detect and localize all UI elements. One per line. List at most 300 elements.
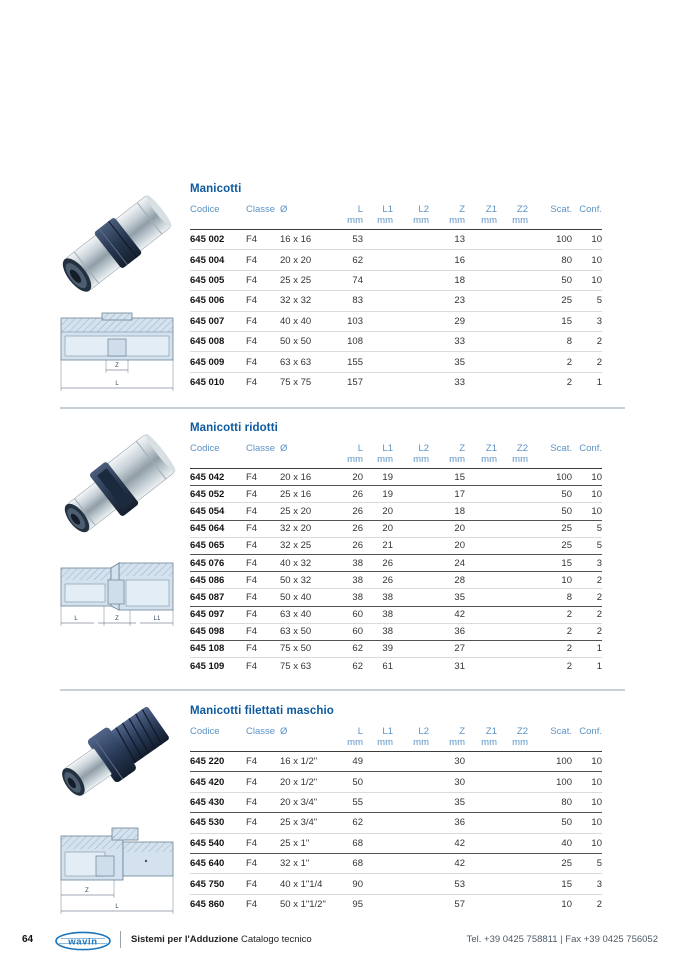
data-cell: [363, 291, 393, 311]
data-cell: [393, 291, 429, 311]
data-cell: [497, 658, 528, 675]
data-cell: 95: [326, 894, 363, 914]
data-cell: 40 x 32: [280, 554, 326, 571]
codice-cell: 645 640: [190, 853, 246, 873]
column-header: Z2 mm: [497, 443, 528, 469]
column-header: Conf.: [572, 726, 602, 752]
data-cell: 63 x 63: [280, 352, 326, 372]
table-row: [190, 503, 602, 520]
data-cell: [363, 352, 393, 372]
column-header: L2 mm: [393, 204, 429, 230]
data-cell: 53: [352, 234, 363, 246]
codice-cell: 645 064: [190, 520, 246, 537]
data-cell: 16: [429, 250, 465, 270]
codice-cell: 645 076: [190, 554, 246, 571]
data-cell: [363, 833, 393, 853]
column-header: Z1 mm: [465, 204, 497, 230]
data-cell: F4: [246, 234, 258, 246]
data-cell: 26: [363, 572, 393, 589]
column-header: L mm: [326, 204, 363, 230]
data-cell: [465, 658, 497, 675]
data-cell: 32 x 1": [280, 853, 326, 873]
data-cell: [497, 874, 528, 894]
svg-text:L: L: [115, 904, 119, 910]
contact-info: Tel. +39 0425 758811 | Fax +39 0425 756052: [466, 934, 658, 945]
data-cell: 68: [326, 833, 363, 853]
spec-table: [190, 204, 602, 392]
data-cell: 19: [382, 471, 393, 483]
column-header: Scat.: [528, 443, 572, 469]
data-cell: [393, 772, 429, 792]
data-cell: [465, 230, 497, 250]
column-header: Z2 mm: [497, 204, 528, 230]
data-cell: 19: [363, 486, 393, 503]
data-cell: [497, 554, 528, 571]
data-cell: 2: [572, 606, 602, 623]
data-cell: [393, 352, 429, 372]
column-header: L1 mm: [363, 726, 393, 752]
data-cell: 21: [363, 537, 393, 554]
data-cell: F4: [246, 606, 280, 623]
data-cell: [497, 352, 528, 372]
codice-cell: 645 430: [190, 792, 246, 812]
column-header: L1 mm: [363, 443, 393, 469]
column-header: Classe: [246, 726, 280, 752]
data-cell: 2: [572, 352, 602, 372]
data-cell: F4: [246, 658, 280, 675]
data-cell: [465, 372, 497, 392]
svg-text:Z: Z: [115, 363, 119, 369]
data-cell: 38: [363, 623, 393, 640]
data-cell: 60: [326, 606, 363, 623]
reduced-coupling-technical-drawing: [56, 554, 178, 640]
data-cell: 80: [528, 250, 572, 270]
svg-text:Z: Z: [85, 888, 89, 894]
column-header: Scat.: [528, 726, 572, 752]
data-cell: 74: [326, 270, 363, 290]
data-cell: [465, 752, 497, 772]
table-row: [190, 813, 602, 833]
data-cell: 50: [528, 486, 572, 503]
data-cell: [393, 250, 429, 270]
data-cell: 20 x 16: [280, 471, 312, 483]
wavin-logo: [54, 931, 112, 951]
data-cell: 42: [429, 606, 465, 623]
data-cell: 108: [326, 331, 363, 351]
data-cell: [465, 250, 497, 270]
data-cell: 10: [591, 234, 602, 246]
data-cell: 26: [326, 520, 363, 537]
data-cell: [497, 503, 528, 520]
codice-cell: 645 065: [190, 537, 246, 554]
data-cell: 20: [429, 537, 465, 554]
data-cell: [497, 606, 528, 623]
data-cell: 5: [572, 537, 602, 554]
data-cell: 50: [528, 270, 572, 290]
data-cell: [497, 792, 528, 812]
data-cell: 62: [326, 250, 363, 270]
data-cell: 10: [572, 270, 602, 290]
codice-cell: 645 108: [190, 640, 246, 657]
data-cell: 27: [429, 640, 465, 657]
data-cell: [497, 772, 528, 792]
column-header: Conf.: [572, 443, 602, 469]
column-header: Z2 mm: [497, 726, 528, 752]
data-cell: F4: [246, 874, 280, 894]
data-cell: 20: [352, 471, 363, 483]
data-cell: [497, 813, 528, 833]
column-header: Scat.: [528, 204, 572, 230]
data-cell: [393, 658, 429, 675]
data-cell: 39: [363, 640, 393, 657]
codice-cell: 645 005: [190, 270, 246, 290]
data-cell: F4: [246, 623, 280, 640]
header-row: [190, 726, 602, 752]
catalog-series: Sistemi per l'Adduzione: [131, 934, 239, 945]
table-row: [190, 469, 602, 486]
table-row: [190, 572, 602, 589]
data-cell: 2: [572, 589, 602, 606]
section-title: Manicotti filettati maschio: [190, 705, 334, 717]
data-cell: 40: [528, 833, 572, 853]
data-cell: 15: [528, 874, 572, 894]
catalog-subtitle: Catalogo tecnico: [240, 934, 312, 945]
data-cell: [497, 537, 528, 554]
codice-cell: 645 052: [190, 486, 246, 503]
product-image-column: [56, 422, 186, 640]
data-cell: 40 x 1"1/4: [280, 874, 326, 894]
data-cell: [497, 623, 528, 640]
data-cell: 50: [528, 503, 572, 520]
codice-cell: 645 006: [190, 291, 246, 311]
codice-cell: 645 220: [190, 756, 225, 768]
data-cell: 1: [572, 640, 602, 657]
data-cell: 63 x 50: [280, 623, 326, 640]
data-cell: 10: [572, 250, 602, 270]
data-cell: 62: [326, 658, 363, 675]
table-row: [190, 372, 602, 392]
table-row: [190, 894, 602, 914]
data-cell: 20 x 3/4": [280, 792, 326, 812]
data-cell: [497, 230, 528, 250]
data-cell: [497, 572, 528, 589]
data-cell: 100: [556, 234, 572, 246]
data-cell: 26: [326, 503, 363, 520]
data-cell: 10: [572, 833, 602, 853]
data-cell: 2: [572, 894, 602, 914]
svg-text:L: L: [115, 381, 119, 387]
data-cell: F4: [246, 589, 280, 606]
data-cell: 1: [572, 372, 602, 392]
data-cell: 90: [326, 874, 363, 894]
data-cell: [465, 270, 497, 290]
codice-cell: 645 420: [190, 772, 246, 792]
column-header: Z1 mm: [465, 726, 497, 752]
data-cell: 20: [363, 520, 393, 537]
table-row: [190, 554, 602, 571]
codice-cell: 645 010: [190, 372, 246, 392]
data-cell: [465, 486, 497, 503]
data-cell: 2: [528, 623, 572, 640]
codice-cell: 645 008: [190, 331, 246, 351]
data-cell: F4: [246, 291, 280, 311]
data-cell: [497, 833, 528, 853]
data-cell: 40 x 40: [280, 311, 326, 331]
data-cell: [393, 752, 429, 772]
codice-cell: 645 087: [190, 589, 246, 606]
codice-cell: 645 530: [190, 813, 246, 833]
spec-table: [190, 726, 602, 914]
data-cell: [393, 853, 429, 873]
data-cell: [465, 503, 497, 520]
data-cell: 20: [429, 520, 465, 537]
data-cell: F4: [246, 756, 258, 768]
data-cell: [497, 752, 528, 772]
data-cell: 35: [429, 352, 465, 372]
codice-cell: 645 042: [190, 471, 225, 483]
data-cell: 103: [326, 311, 363, 331]
data-cell: F4: [246, 331, 280, 351]
table-row: [190, 658, 602, 675]
data-cell: 26: [326, 537, 363, 554]
data-cell: 2: [528, 372, 572, 392]
data-cell: [465, 833, 497, 853]
data-cell: F4: [246, 572, 280, 589]
data-cell: F4: [246, 471, 258, 483]
data-cell: F4: [246, 520, 280, 537]
data-cell: 50 x 1"1/2": [280, 894, 326, 914]
data-cell: [465, 537, 497, 554]
table-row: [190, 640, 602, 657]
data-cell: 100: [556, 471, 572, 483]
table-row: [190, 270, 602, 290]
data-cell: 55: [326, 792, 363, 812]
data-cell: 10: [572, 486, 602, 503]
coupling-photo: [56, 189, 178, 301]
data-cell: [393, 520, 429, 537]
data-cell: F4: [246, 537, 280, 554]
data-cell: [465, 640, 497, 657]
data-cell: [363, 230, 393, 250]
data-cell: 50 x 40: [280, 589, 326, 606]
data-cell: 18: [429, 503, 465, 520]
data-cell: 5: [572, 291, 602, 311]
data-cell: F4: [246, 833, 280, 853]
table-row: [190, 352, 602, 372]
data-cell: [465, 792, 497, 812]
data-cell: 25: [528, 853, 572, 873]
codice-cell: 645 002: [190, 234, 225, 246]
column-header: Classe: [246, 204, 280, 230]
data-cell: 8: [528, 331, 572, 351]
data-cell: 75 x 50: [280, 640, 326, 657]
table-row: [190, 230, 602, 250]
data-cell: 15: [454, 471, 465, 483]
column-header: L2 mm: [393, 443, 429, 469]
codice-cell: 645 098: [190, 623, 246, 640]
data-cell: [465, 772, 497, 792]
data-cell: [363, 270, 393, 290]
codice-cell: 645 097: [190, 606, 246, 623]
column-header: Codice: [190, 443, 246, 469]
table-row: [190, 520, 602, 537]
data-cell: [393, 572, 429, 589]
data-cell: 75 x 75: [280, 372, 326, 392]
data-cell: 30: [454, 756, 465, 768]
data-cell: 60: [326, 623, 363, 640]
data-cell: 33: [429, 372, 465, 392]
codice-cell: 645 054: [190, 503, 246, 520]
table-row: [190, 833, 602, 853]
data-cell: 2: [528, 606, 572, 623]
data-cell: 5: [572, 520, 602, 537]
data-cell: [393, 469, 429, 486]
data-cell: [363, 874, 393, 894]
data-cell: [393, 554, 429, 571]
data-cell: 25: [528, 291, 572, 311]
header-row: [190, 204, 602, 230]
product-image-column: [56, 705, 186, 920]
data-cell: [497, 291, 528, 311]
data-cell: [393, 503, 429, 520]
data-cell: 16 x 1/2": [280, 756, 318, 768]
data-cell: [363, 311, 393, 331]
data-cell: 2: [528, 658, 572, 675]
data-cell: 3: [572, 874, 602, 894]
data-cell: 62: [326, 813, 363, 833]
data-cell: F4: [246, 853, 280, 873]
data-cell: 80: [528, 792, 572, 812]
data-cell: 32 x 25: [280, 537, 326, 554]
data-cell: F4: [246, 250, 280, 270]
data-cell: F4: [246, 311, 280, 331]
catalog-title: [131, 934, 312, 945]
data-cell: [497, 270, 528, 290]
data-cell: [465, 874, 497, 894]
data-cell: [497, 311, 528, 331]
data-cell: [465, 813, 497, 833]
data-cell: 35: [429, 589, 465, 606]
svg-text:Z: Z: [115, 616, 119, 622]
data-cell: 20 x 20: [280, 250, 326, 270]
table-row: [190, 623, 602, 640]
data-cell: 32 x 32: [280, 291, 326, 311]
data-cell: 10: [591, 471, 602, 483]
data-cell: [497, 486, 528, 503]
column-header: Z mm: [429, 443, 465, 469]
data-cell: 8: [528, 589, 572, 606]
column-header: L mm: [326, 726, 363, 752]
data-cell: F4: [246, 270, 280, 290]
data-cell: 2: [572, 623, 602, 640]
data-cell: 63 x 40: [280, 606, 326, 623]
table-row: [190, 874, 602, 894]
data-cell: 3: [572, 554, 602, 571]
data-cell: [497, 853, 528, 873]
data-cell: [363, 250, 393, 270]
data-cell: [393, 813, 429, 833]
data-cell: 10: [572, 772, 602, 792]
data-cell: [497, 372, 528, 392]
data-cell: [393, 623, 429, 640]
table-row: [190, 772, 602, 792]
section-title: Manicotti: [190, 183, 242, 195]
svg-text:L1: L1: [153, 616, 161, 622]
column-header: Ø: [280, 204, 326, 230]
data-cell: 24: [429, 554, 465, 571]
data-cell: 25 x 16: [280, 486, 326, 503]
column-header: Codice: [190, 726, 246, 752]
data-cell: 50: [528, 813, 572, 833]
data-cell: [363, 372, 393, 392]
data-cell: 42: [429, 853, 465, 873]
data-cell: [393, 606, 429, 623]
threaded-coupling-photo: [56, 706, 178, 798]
column-header: L1 mm: [363, 204, 393, 230]
data-cell: 25: [528, 537, 572, 554]
data-cell: 157: [326, 372, 363, 392]
data-cell: F4: [246, 503, 280, 520]
threaded-coupling-technical-drawing: [56, 824, 178, 920]
data-cell: 2: [528, 352, 572, 372]
data-cell: 13: [454, 234, 465, 246]
data-cell: F4: [246, 792, 280, 812]
data-cell: 31: [429, 658, 465, 675]
data-cell: [393, 537, 429, 554]
data-cell: 20 x 1/2": [280, 772, 326, 792]
table-row: [190, 606, 602, 623]
data-cell: [497, 640, 528, 657]
data-cell: 25 x 3/4": [280, 813, 326, 833]
table-row: [190, 792, 602, 812]
data-cell: [393, 589, 429, 606]
data-cell: [363, 894, 393, 914]
footer-divider-bar: [120, 931, 121, 948]
data-cell: [465, 352, 497, 372]
table-row: [190, 589, 602, 606]
data-cell: 25 x 1": [280, 833, 326, 853]
data-cell: [465, 520, 497, 537]
page-footer: [0, 929, 678, 955]
data-cell: 57: [429, 894, 465, 914]
data-cell: F4: [246, 554, 280, 571]
data-cell: 1: [572, 658, 602, 675]
data-cell: [465, 331, 497, 351]
data-cell: 50: [326, 772, 363, 792]
data-cell: 83: [326, 291, 363, 311]
data-cell: 100: [556, 756, 572, 768]
data-cell: 155: [326, 352, 363, 372]
data-cell: [363, 813, 393, 833]
column-header: Classe: [246, 443, 280, 469]
data-cell: [497, 894, 528, 914]
data-cell: [363, 752, 393, 772]
reduced-coupling-photo: [56, 429, 178, 545]
data-cell: [497, 250, 528, 270]
page-number: 64: [22, 934, 34, 945]
column-header: Ø: [280, 726, 326, 752]
data-cell: 49: [352, 756, 363, 768]
data-cell: 68: [326, 853, 363, 873]
data-cell: 50 x 32: [280, 572, 326, 589]
table-row: [190, 250, 602, 270]
table-row: [190, 752, 602, 772]
data-cell: [393, 372, 429, 392]
data-cell: 15: [528, 311, 572, 331]
data-cell: [393, 311, 429, 331]
data-cell: 10: [572, 503, 602, 520]
data-cell: 38: [363, 606, 393, 623]
